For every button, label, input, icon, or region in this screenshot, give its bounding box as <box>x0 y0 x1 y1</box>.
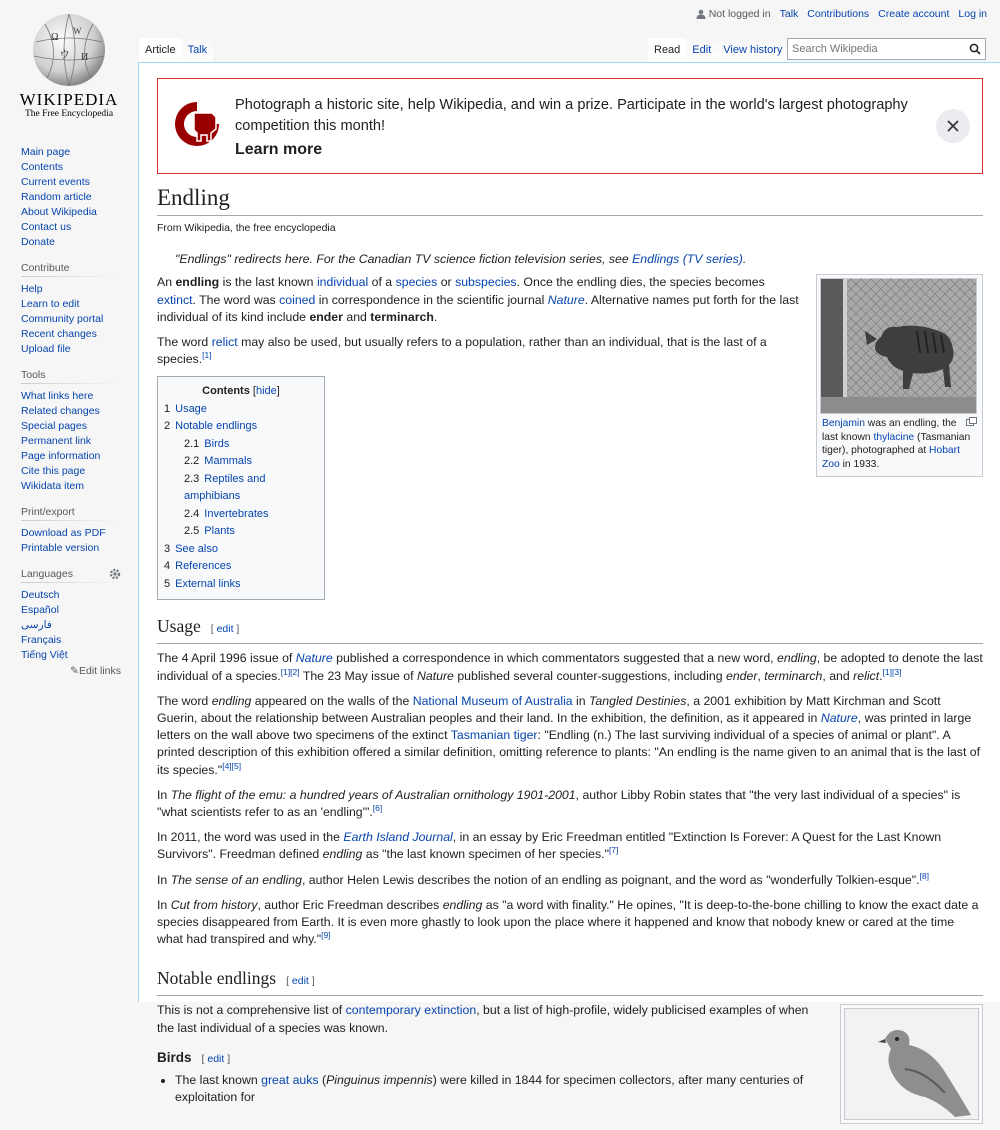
view-tabs <box>648 38 788 62</box>
language-link-farsi[interactable]: فارسی <box>21 619 52 631</box>
citation-1[interactable]: [1] <box>202 350 212 361</box>
toc-item-references[interactable]: 4 References <box>164 560 232 573</box>
talk-link[interactable]: Talk <box>779 8 799 20</box>
banner-close-button[interactable] <box>936 109 970 143</box>
sidebar-item-special-pages[interactable]: Special pages <box>21 420 87 432</box>
svg-text:Ω: Ω <box>51 32 59 43</box>
sidebar-heading-contribute: Contribute <box>21 262 121 277</box>
page-title: Endling <box>157 184 983 216</box>
link-national-museum[interactable]: National Museum of Australia <box>412 693 573 708</box>
link-subspecies[interactable]: subspecies <box>455 275 517 290</box>
create-account-link[interactable]: Create account <box>878 8 950 20</box>
caption-link-hobart-zoo[interactable]: Hobart Zoo <box>822 445 960 470</box>
svg-text:ウ: ウ <box>59 49 70 61</box>
usage-paragraph-5: In The sense of an endling, author Helen Lewis describes the notion of an endling as poignant, and the word as "wonderfully Tolkien-esque".[8] <box>157 870 929 887</box>
passenger-pigeon-image[interactable] <box>844 1008 979 1120</box>
edit-links[interactable]: ✎Edit links <box>70 665 121 677</box>
search-box <box>787 38 986 60</box>
sidebar-item-current-events[interactable]: Current events <box>21 176 90 188</box>
wikipedia-logo[interactable] <box>14 10 124 122</box>
log-in-link[interactable]: Log in <box>958 8 987 20</box>
search-input[interactable] <box>788 42 964 56</box>
user-icon <box>696 9 706 19</box>
sidebar-item-main-page[interactable]: Main page <box>21 146 71 158</box>
citation-1-3[interactable]: [1][3] <box>882 666 902 677</box>
logo-wordmark: WIKIPEDIA <box>19 90 119 109</box>
toc-item-notable-endlings[interactable]: 2 Notable endlings <box>164 420 258 433</box>
sidebar-item-donate[interactable]: Donate <box>21 236 55 248</box>
central-notice-banner <box>157 78 983 174</box>
toc-item-birds[interactable]: 2.1 Birds <box>184 437 230 450</box>
link-species[interactable]: species <box>395 275 438 290</box>
toc-item-mammals[interactable]: 2.2 Mammals <box>184 455 252 468</box>
sidebar-item-download-pdf[interactable]: Download as PDF <box>21 527 106 539</box>
sidebar-item-contents[interactable]: Contents <box>21 161 64 173</box>
sidebar-navigation <box>21 145 121 250</box>
link-relict[interactable]: relict <box>211 335 238 350</box>
sidebar-item-help[interactable]: Help <box>21 283 43 295</box>
link-individual[interactable]: individual <box>316 275 369 290</box>
namespace-tabs <box>139 38 213 62</box>
tab-read[interactable]: Read <box>648 38 686 63</box>
sidebar-item-cite-this-page[interactable]: Cite this page <box>21 465 86 477</box>
toc-item-reptiles[interactable]: 2.3 Reptiles and amphibians <box>184 472 266 503</box>
link-extinct[interactable]: extinct <box>157 292 193 307</box>
link-tasmanian-tiger[interactable]: Tasmanian tiger <box>450 728 538 743</box>
language-link-espanol[interactable]: Español <box>21 604 59 616</box>
content-area <box>138 62 1000 1105</box>
tab-view-history[interactable]: View history <box>717 38 788 63</box>
hatnote: "Endlings" redirects here. For the Canadian TV science fiction television series, see Endlings (TV series). <box>175 252 747 267</box>
toc-item-plants[interactable]: 2.5 Plants <box>184 525 235 538</box>
citation-9[interactable]: [9] <box>321 930 331 941</box>
caption-link-thylacine[interactable]: thylacine <box>873 431 915 443</box>
gear-icon[interactable] <box>109 568 121 580</box>
citation-7[interactable]: [7] <box>608 845 619 856</box>
sidebar-heading-tools: Tools <box>21 369 121 384</box>
sidebar-item-printable-version[interactable]: Printable version <box>21 542 100 554</box>
usage-paragraph-3: In The flight of the emu: a hundred years of Australian ornithology 1901-2001, author Libby Robin states that "the very last individual of a species" is "what scientists refer to as an 'endling'".[6] <box>157 787 961 820</box>
sidebar-item-upload-file[interactable]: Upload file <box>21 343 71 355</box>
toc-item-invertebrates[interactable]: 2.4 Invertebrates <box>184 507 269 520</box>
sidebar-item-learn-to-edit[interactable]: Learn to edit <box>21 298 80 310</box>
language-link-deutsch[interactable]: Deutsch <box>21 589 60 601</box>
not-logged-in: Not logged in <box>696 8 771 20</box>
citation-1-2[interactable]: [1][2] <box>280 666 300 677</box>
sidebar-item-community-portal[interactable]: Community portal <box>21 313 104 325</box>
sidebar-tools <box>21 369 121 494</box>
toc-item-external-links[interactable]: 5 External links <box>164 577 241 590</box>
edit-section-notable[interactable]: edit <box>291 975 309 988</box>
passenger-pigeon-thumbnail <box>840 1004 983 1124</box>
sidebar-item-permanent-link[interactable]: Permanent link <box>21 435 92 447</box>
wiki-loves-monuments-icon <box>170 99 224 149</box>
section-heading-usage: Usage [ edit ] <box>157 614 983 644</box>
sidebar-heading-languages: Languages <box>21 568 121 583</box>
sidebar-contribute <box>21 262 121 357</box>
caption-link-benjamin[interactable]: Benjamin <box>822 418 865 430</box>
link-nature-2[interactable]: Nature <box>295 651 333 666</box>
pencil-icon: ✎ <box>70 665 79 677</box>
sidebar-item-contact[interactable]: Contact us <box>21 221 72 233</box>
enlarge-icon[interactable] <box>966 417 977 431</box>
sidebar-languages <box>21 568 121 677</box>
link-nature-3[interactable]: Nature <box>820 711 858 726</box>
sidebar-heading-print: Print/export <box>21 506 121 521</box>
personal-tools <box>696 8 987 20</box>
link-nature[interactable]: Nature <box>547 292 585 307</box>
close-icon <box>947 120 959 132</box>
logo-tagline: The Free Encyclopedia <box>24 109 114 119</box>
thylacine-thumbnail <box>816 274 983 477</box>
relict-paragraph: The word relict may also be used, but usually refers to a population, rather than an individual, that is the last of a species.[1] <box>157 335 767 367</box>
link-great-auks[interactable]: great auks <box>261 1073 319 1088</box>
sidebar <box>21 145 121 689</box>
search-icon[interactable] <box>969 43 981 55</box>
usage-paragraph-1: The 4 April 1996 issue of Nature published a correspondence in which commentators suggested that a new word, endling, be adopted to denote the last individual of a species.[1][2] The 23 May issue of Nature published several counter-suggestions, including ender, terminarch, and relict.[1][3] <box>157 651 983 683</box>
thylacine-image[interactable] <box>820 278 977 414</box>
table-of-contents <box>157 376 325 600</box>
notable-intro-paragraph: This is not a comprehensive list of contemporary extinction, but a list of high-profile, widely publicised examples of when the last individual of a species was known. <box>157 1003 809 1035</box>
svg-text:И: И <box>81 52 89 63</box>
citation-8[interactable]: [8] <box>919 870 929 881</box>
puzzle-globe-icon <box>31 12 107 88</box>
language-link-francais[interactable]: Français <box>21 634 62 646</box>
sidebar-item-recent-changes[interactable]: Recent changes <box>21 328 97 340</box>
link-contemporary-extinction[interactable]: contemporary extinction <box>345 1003 477 1018</box>
language-link-vietnamese[interactable]: Tiếng Việt <box>21 649 68 661</box>
banner-text: Photograph a historic site, help Wikipedia, and win a prize. Participate in the world's largest photography competition this month! <box>235 97 908 134</box>
svg-text:W: W <box>73 26 82 36</box>
usage-paragraph-4: In 2011, the word was used in the Earth Island Journal, in an essay by Eric Freedman entitled "Extinction Is Forever: A Quest for the Last Known Survivors". Freedman defined endling as "the last known specimen of her species."[7] <box>157 830 942 862</box>
sidebar-item-what-links-here[interactable]: What links here <box>21 390 94 402</box>
toc-hide-link[interactable]: hide <box>255 385 277 398</box>
toc-item-usage[interactable]: 1 Usage <box>164 402 207 415</box>
tab-talk[interactable]: Talk <box>182 38 214 63</box>
tab-edit[interactable]: Edit <box>686 38 717 63</box>
section-heading-birds: Birds [ edit ] <box>157 1049 231 1065</box>
usage-paragraph-2: The word endling appeared on the walls of the National Museum of Australia in Tangled Destinies, a 2001 exhibition by Matt Kirchman and Scott Guerin, about the relationship between Australian peoples and their land. In the exhibition, the definition, as it appeared in Nature, was printed in large letters on the wall above two specimens of the extinct Tasmanian tiger: "Endling (n.) The last surviving individual of a species of animal or plant". A printed description of this exhibition offered a similar definition, omitting reference to plants: "An endling is the name given to an animal that is the last of its species."[4][5] <box>157 693 981 777</box>
sidebar-item-page-information[interactable]: Page information <box>21 450 101 462</box>
contributions-link[interactable]: Contributions <box>807 8 870 20</box>
site-subtitle: From Wikipedia, the free encyclopedia <box>157 222 336 234</box>
toc-item-see-also[interactable]: 3 See also <box>164 542 218 555</box>
citation-6[interactable]: [6] <box>372 802 383 813</box>
sidebar-item-related-changes[interactable]: Related changes <box>21 405 100 417</box>
section-heading-notable-endlings: Notable endlings [ edit ] <box>157 966 983 996</box>
edit-section-birds[interactable]: edit <box>207 1052 225 1065</box>
thylacine-caption: Benjamin was an endling, the last known thylacine (Tasmanian tiger), photographed at Hobart Zoo in 1933. <box>820 414 979 473</box>
tab-article[interactable]: Article <box>139 38 182 63</box>
banner-learn-more[interactable]: Learn more <box>235 141 323 158</box>
sidebar-print-export <box>21 506 121 556</box>
edit-section-usage[interactable]: edit <box>216 623 234 636</box>
sidebar-item-about[interactable]: About Wikipedia <box>21 206 97 218</box>
usage-paragraph-6: In Cut from history, author Eric Freedman describes endling as "a word with finality." He opines, "It is deep-to-the-bone chilling to know the exact date a species disappeared from Earth. It is even more ghastly to look upon the place where it happened and know that nobody knew or cared at the time what had transpired and why."[9] <box>157 897 979 947</box>
sidebar-item-random-article[interactable]: Random article <box>21 191 92 203</box>
intro-paragraph: An endling is the last known individual of a species or subspecies. Once the endling dies, the species becomes extinct. The word was coined in correspondence in the scientific journal Nature. Alternative names put forth for the last individual of its kind include ender and terminarch. <box>157 275 799 324</box>
link-coined[interactable]: coined <box>279 292 316 307</box>
hatnote-link[interactable]: Endlings (TV series) <box>632 252 743 267</box>
link-earth-island-journal[interactable]: Earth Island Journal <box>343 830 453 845</box>
toc-title: Contents [hide] <box>202 385 280 398</box>
list-item: • The last known great auks (Pinguinus impennis) were killed in 1844 for specimen collectors, after many centuries of exploitation for <box>175 1072 983 1106</box>
citation-4-5[interactable]: [4][5] <box>222 760 242 771</box>
sidebar-item-wikidata-item[interactable]: Wikidata item <box>21 480 85 492</box>
